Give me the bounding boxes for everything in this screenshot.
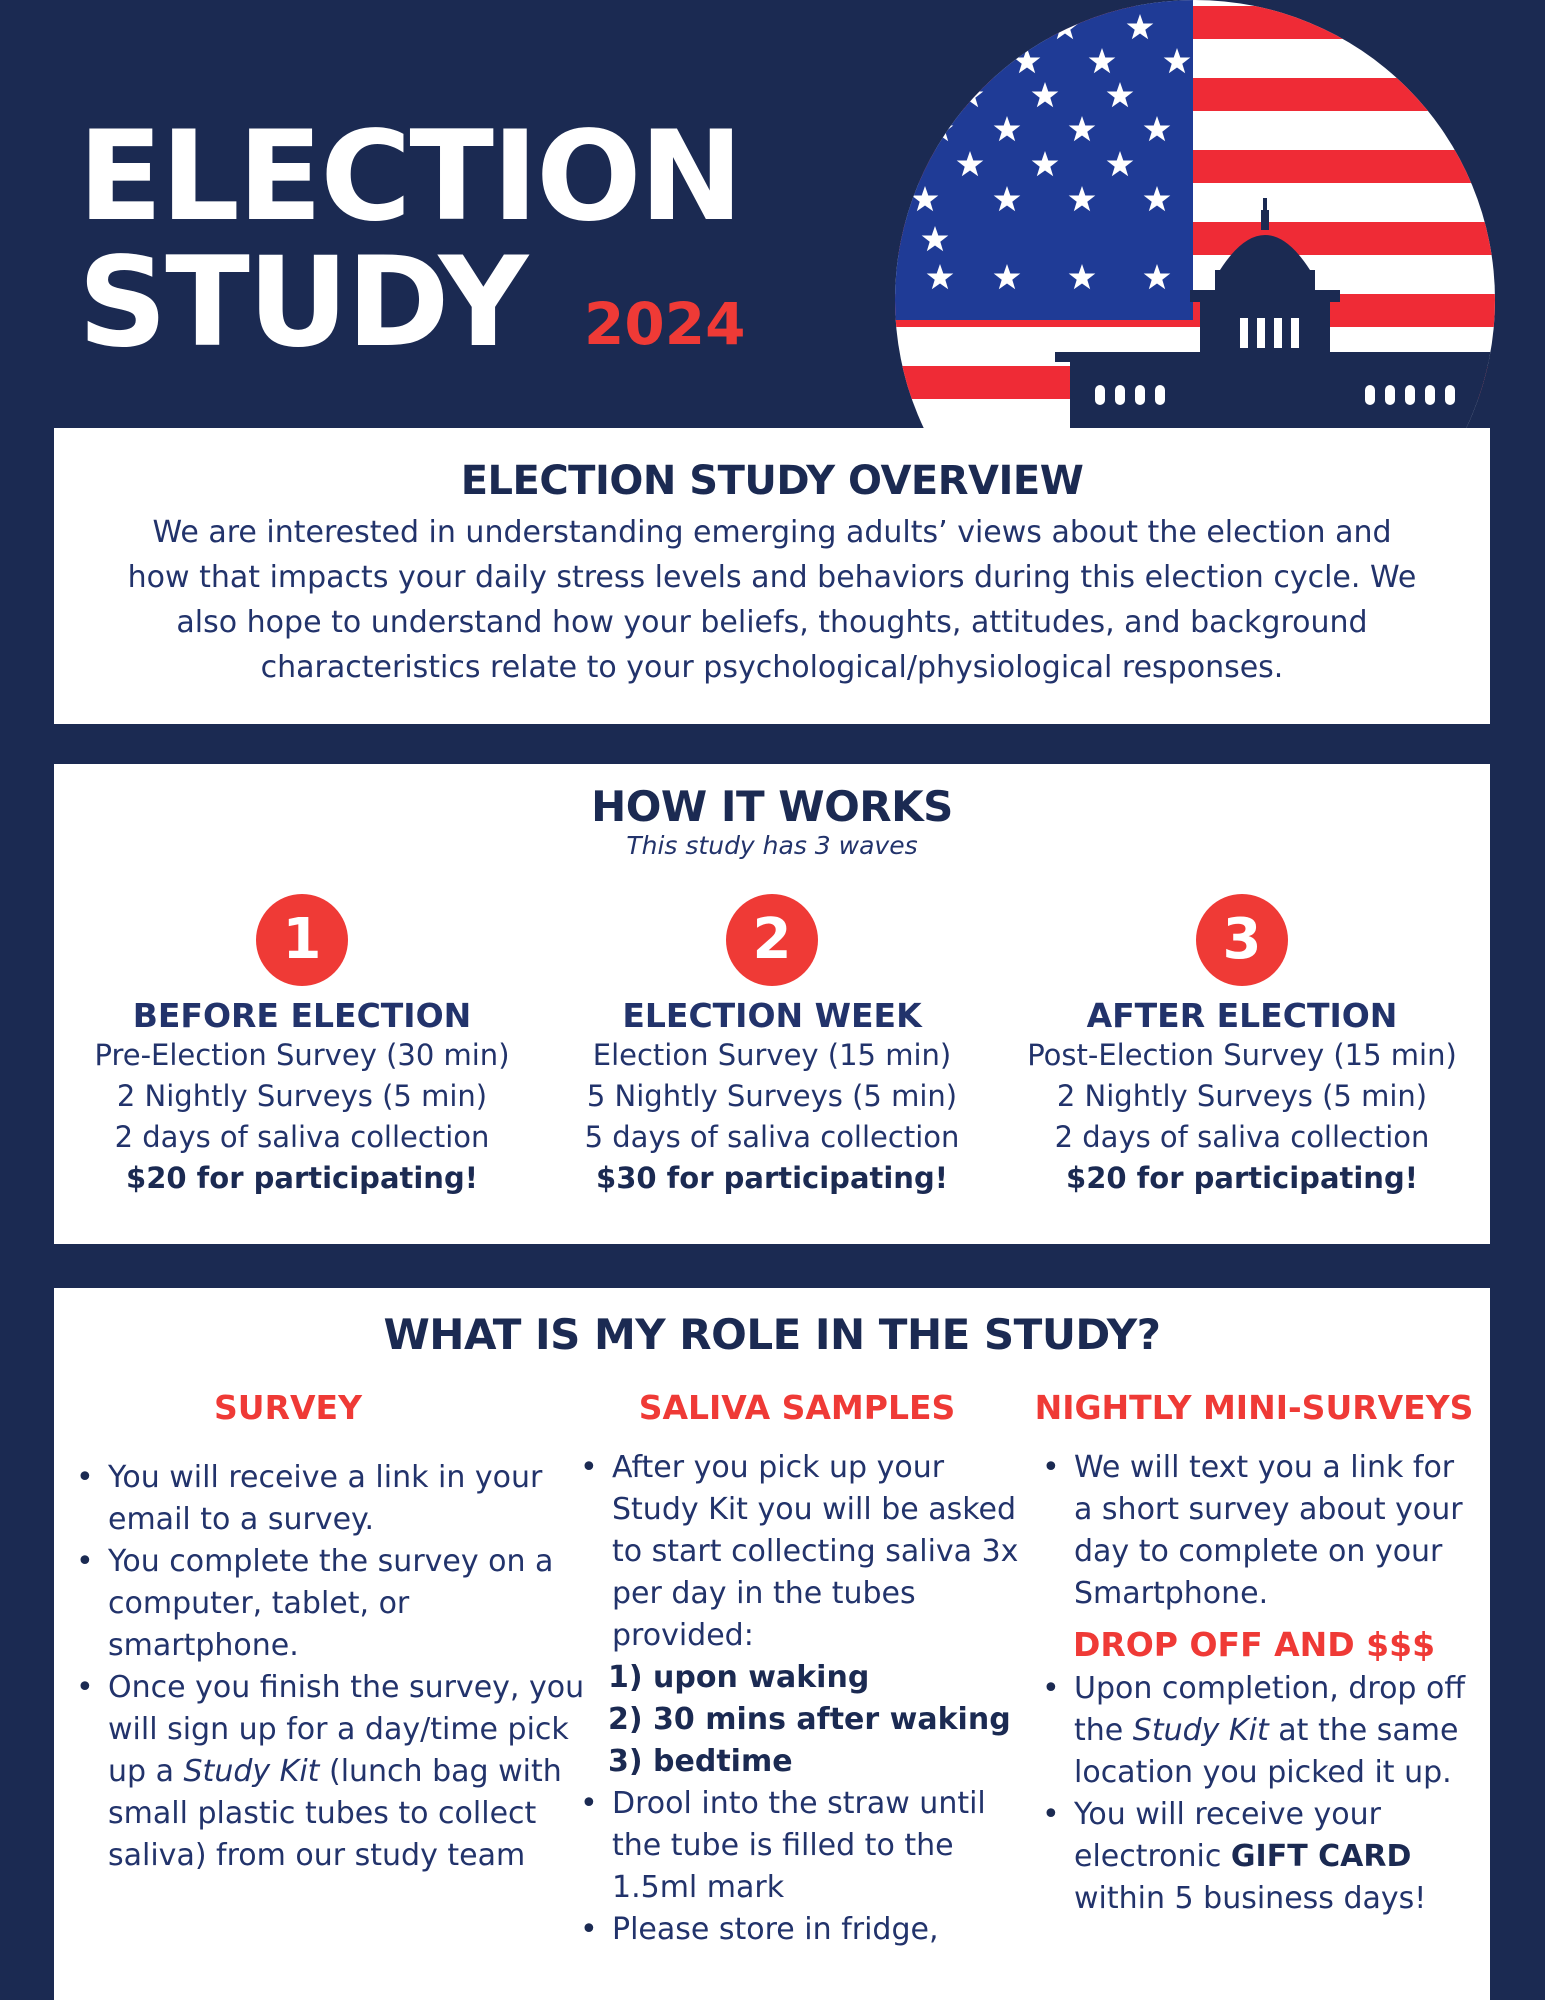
list-item: • Upon completion, drop off the Study Kit at the same location you picked it up. (1034, 1668, 1474, 1794)
wave-title: ELECTION WEEK (622, 996, 922, 1035)
how-it-works-subtitle: This study has 3 waves (626, 831, 918, 860)
nightly-heading: NIGHTLY MINI-SURVEYS (1034, 1388, 1474, 1427)
wave-line: 5 days of saliva collection (584, 1120, 960, 1154)
wave-number-badge: 1 (256, 894, 348, 986)
list-item: • You complete the survey on a computer, tablet, or smartphone. (68, 1541, 588, 1667)
wave-number-badge: 2 (726, 894, 818, 986)
wave-pay: $20 for participating! (1066, 1161, 1418, 1195)
survey-heading: SURVEY (214, 1388, 362, 1427)
overview-line: We are interested in understanding emerging adults’ views about the election and (152, 515, 1392, 550)
wave-line: 5 Nightly Surveys (5 min) (586, 1079, 958, 1113)
wave-pay: $30 for participating! (596, 1161, 948, 1195)
title-study: STUDY (78, 231, 527, 375)
wave-line: Pre-Election Survey (30 min) (94, 1038, 510, 1072)
list-item: • You will receive a link in your email to a survey. (68, 1457, 588, 1541)
list-item: • We will text you a link for a short survey about your day to complete on your Smartphone. (1034, 1447, 1474, 1615)
survey-list (68, 1457, 588, 1877)
how-it-works-heading: HOW IT WORKS (591, 782, 953, 831)
wave-pay: $20 for participating! (126, 1161, 478, 1195)
saliva-step: 3) bedtime (608, 1744, 793, 1779)
wave-line: Election Survey (15 min) (592, 1038, 952, 1072)
survey-column (68, 1388, 588, 1877)
title-year: 2024 (584, 290, 746, 358)
list-item: • Once you finish the survey, you will sign up for a day/time pick up a Study Kit (lunch bag with small plastic tubes to collect saliva) from our study team (68, 1667, 588, 1877)
wave-line: 2 days of saliva collection (114, 1120, 490, 1154)
how-it-works-card (54, 764, 1490, 1244)
overview-card (54, 428, 1490, 724)
overview-line: characteristics relate to your psychological/physiological responses. (260, 650, 1284, 685)
wave-number-badge: 3 (1196, 894, 1288, 986)
title-election: ELECTION (78, 105, 742, 249)
overview-line: also hope to understand how your beliefs, thoughts, attitudes, and background (176, 605, 1368, 640)
list-item: • Please store in fridge, (572, 1909, 1022, 1951)
flag-capitol-illustration (895, 0, 1495, 430)
wave-title: AFTER ELECTION (1086, 996, 1398, 1035)
wave-line: 2 Nightly Surveys (5 min) (116, 1079, 488, 1113)
wave-3 (1012, 894, 1472, 1199)
drop-off-heading: DROP OFF AND $$$ (1072, 1625, 1436, 1664)
wave-2 (542, 894, 1002, 1199)
nightly-list (1034, 1447, 1474, 1615)
overview-line: how that impacts your daily stress levels and behaviors during this election cycle. We (127, 560, 1417, 595)
list-item: • Drool into the straw until the tube is filled to the 1.5ml mark (572, 1783, 1022, 1909)
wave-title: BEFORE ELECTION (132, 996, 472, 1035)
list-item: • You will receive your electronic GIFT CARD within 5 business days! (1034, 1794, 1474, 1920)
wave-line: 2 days of saliva collection (1054, 1120, 1430, 1154)
saliva-list (572, 1447, 1022, 1951)
nightly-column (1034, 1388, 1474, 1920)
overview-text (54, 504, 1490, 690)
saliva-column (572, 1388, 1022, 1951)
list-item: • After you pick up your Study Kit you will be asked to start collecting saliva 3x per day in the tubes provided: (572, 1447, 1022, 1657)
saliva-step: 1) upon waking (608, 1660, 870, 1695)
wave-1 (72, 894, 532, 1199)
drop-off-list (1034, 1668, 1474, 1920)
wave-line: Post-Election Survey (15 min) (1027, 1038, 1457, 1072)
saliva-heading: SALIVA SAMPLES (638, 1388, 956, 1427)
overview-heading: ELECTION STUDY OVERVIEW (460, 458, 1084, 504)
role-card (54, 1288, 1490, 2000)
role-heading: WHAT IS MY ROLE IN THE STUDY? (383, 1310, 1161, 1359)
wave-line: 2 Nightly Surveys (5 min) (1056, 1079, 1428, 1113)
saliva-step: 2) 30 mins after waking (608, 1702, 1011, 1737)
